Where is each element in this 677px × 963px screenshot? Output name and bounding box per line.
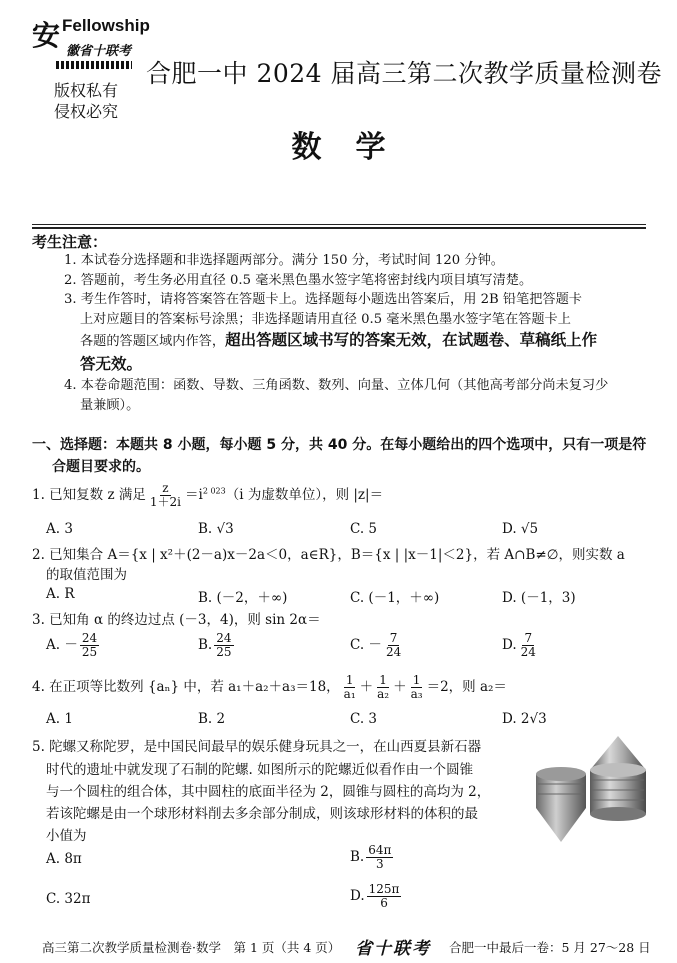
q3-option-c [350, 632, 405, 659]
question-3-stem: 3. 已知角 α 的终边过点 (－3，4)，则 sin 2α＝ [32, 612, 321, 628]
q3-c-den: 24 [385, 645, 402, 659]
notice-item-4: 4. 本卷命题范围：函数、导数、三角函数、数列、向量、立体几何（其他高考部分尚未复习少 [64, 378, 609, 393]
q3-a-label: A. － [46, 637, 78, 653]
q3-b-frac [214, 632, 233, 659]
q3-c-label: C. － [350, 637, 382, 653]
notice-item-3-cont-1: 上对应题目的答案标号涂黑；非选择题请用直径 0.5 毫米黑色墨水签字笔在答题卡上 [80, 312, 571, 327]
q5-b-den: 3 [375, 857, 384, 871]
notice-heading: 考生注意： [32, 233, 108, 251]
header-rule-top [32, 224, 646, 225]
q5-b-label: B. [350, 849, 365, 865]
q3-d-frac [519, 632, 538, 659]
header-rule-bottom [32, 227, 646, 229]
spinning-top-upright [590, 736, 646, 821]
q4-f3-den: a₃ [410, 687, 423, 701]
q1-option-d: D. √5 [502, 521, 539, 537]
question-5-stem-5: 小值为 [46, 828, 87, 844]
q5-d-num: 125π [368, 882, 400, 896]
q4-f2-den: a₂ [377, 687, 390, 701]
q1-text-post: （i 为虚数单位），则 |z|＝ [225, 487, 384, 503]
q3-a-den: 25 [81, 645, 98, 659]
exam-title: 合肥一中 2024 届高三第二次教学质量检测卷 [146, 59, 663, 88]
rights-line-2: 侵权必究 [54, 102, 119, 121]
question-5-stem: 5. 陀螺又称陀罗，是中国民间最早的娱乐健身玩具之一，在山西夏县新石器 [32, 739, 482, 755]
q4-text-post: ＝2，则 a₂＝ [426, 679, 507, 695]
q2-option-c: C. (－1，＋∞) [350, 590, 440, 606]
notice-item-3-emphasis-end: 答无效。 [80, 355, 143, 373]
q3-b-num: 24 [216, 631, 232, 645]
q5-option-b [350, 844, 395, 871]
q4-option-b: B. 2 [198, 711, 226, 727]
q4-f1-den: a₁ [343, 687, 356, 701]
q2-option-d: D. (－1，3) [502, 590, 576, 606]
q2-option-b: B. (－2，＋∞) [198, 590, 288, 606]
q1-exponent: 2 023 [202, 486, 226, 496]
q3-b-label: B. [198, 637, 213, 653]
q3-d-den: 24 [520, 645, 536, 659]
q4-option-a: A. 1 [46, 711, 73, 727]
q4-text-pre: 4. 在正项等比数列 {aₙ} 中，若 a₁＋a₂＋a₃＝18， [32, 679, 340, 695]
q4-f1-num: 1 [345, 673, 354, 687]
notice-item-2: 2. 答题前，考生务必用直径 0.5 毫米黑色墨水签字笔将密封线内项目填写清楚。 [64, 273, 533, 288]
q3-c-frac [384, 632, 403, 659]
footer-logo: 省十联考 [355, 939, 431, 959]
notice-item-3-emphasis: 超出答题区域书写的答案无效，在试题卷、草稿纸上作 [225, 331, 598, 349]
q5-option-a: A. 8π [46, 851, 82, 867]
q3-a-num: 24 [81, 631, 98, 645]
q3-d-label: D. [502, 637, 517, 653]
logo-lianmeng: 徽省十联考 [66, 44, 132, 59]
question-4-stem: 4. 在正项等比数列 {aₙ} 中，若 a₁＋a₂＋a₃＝18， $\frac{1}{\text{a₁}}$ ＋ $\frac{1}{\text{a₂}}$ ＋ $\frac{1}{\text{a₃}}$ ＝2，则 a₂＝ [32, 673, 507, 701]
question-2-stem-cont: 的取值范围为 [46, 567, 127, 583]
section-1-heading: 一、选择题：本题共 8 小题，每小题 5 分，共 40 分。在每小题给出的四个选项中，只有一项是符 [32, 437, 647, 453]
q3-b-den: 25 [216, 645, 232, 659]
question-2-stem: 2. 已知集合 A＝{x | x²＋(2－a)x－2a＜0，a∈R}，B＝{x | |x－1|＜2}，若 A∩B≠∅，则实数 a [32, 547, 625, 563]
q5-option-c: C. 32π [46, 891, 91, 907]
logo-barcode-strip [56, 61, 132, 69]
spinning-top-photo [530, 730, 648, 848]
q4-frac-3 [409, 674, 425, 701]
q3-option-b [198, 632, 236, 659]
q1-text-eq: ＝i [184, 487, 203, 503]
q5-b-frac [366, 844, 393, 871]
rights-line-1: 版权私有 [54, 81, 119, 100]
notice-item-3-cont-2 [80, 331, 597, 351]
q5-b-num: 64π [368, 843, 392, 857]
q3-option-d [502, 632, 540, 659]
q5-d-label: D. [350, 888, 365, 904]
q3-a-frac [80, 632, 99, 659]
question-5-stem-3: 与一个圆柱的组合体，其中圆柱的底面半径为 2，圆锥与圆柱的高均为 2， [46, 784, 491, 800]
notice-item-1: 1. 本试卷分选择题和非选择题两部分。满分 150 分，考试时间 120 分钟。 [64, 253, 504, 268]
q4-option-d: D. 2√3 [502, 711, 547, 727]
logo-fellowship: Fellowship [62, 16, 150, 35]
q5-d-den: 6 [380, 896, 388, 910]
q1-option-b: B. √3 [198, 521, 234, 537]
logo-an-glyph: 安 [32, 19, 61, 52]
q5-option-d [350, 883, 403, 910]
q4-f3-num: 1 [412, 673, 421, 687]
q1-frac-den: 1＋2i [149, 495, 181, 509]
q2-option-a: A. R [46, 586, 75, 602]
q3-c-num: 7 [389, 631, 398, 645]
question-5-stem-4: 若该陀螺是由一个球形材料削去多余部分制成，则该球形材料的体积的最 [46, 806, 478, 822]
q1-option-c: C. 5 [350, 521, 378, 537]
q5-d-frac [367, 883, 402, 910]
q4-f2-num: 1 [379, 673, 387, 687]
q4-frac-2 [375, 674, 391, 701]
subject-title: 数学 [291, 130, 420, 165]
q1-fraction [148, 482, 183, 509]
notice-item-3: 3. 考生作答时，请将答案答在答题卡上。选择题每小题选出答案后，用 2B 铅笔把答题卡 [64, 292, 582, 307]
q3-d-num: 7 [524, 631, 533, 645]
footer-page-info: 高三第二次教学质量检测卷·数学 第 1 页（共 4 页） [42, 940, 341, 955]
q1-frac-num: z [162, 481, 169, 495]
footer-exam-date: 合肥一中最后一卷：5 月 27～28 日 [449, 940, 651, 955]
q4-option-c: C. 3 [350, 711, 378, 727]
question-5-stem-2: 时代的遗址中就发现了石制的陀螺. 如图所示的陀螺近似看作由一个圆锥 [46, 762, 474, 778]
spinning-top-inverted [536, 767, 586, 842]
notice-item-3-plain: 各题的答题区域内作答， [80, 334, 226, 349]
section-1-heading-cont: 合题目要求的。 [52, 459, 150, 475]
q4-frac-1 [342, 674, 358, 701]
q1-text-pre: 1. 已知复数 z 满足 [32, 487, 146, 503]
question-1-stem [32, 482, 383, 509]
q1-option-a: A. 3 [46, 521, 73, 537]
notice-item-4-cont: 量兼顾）。 [80, 398, 140, 413]
q3-option-a [46, 632, 101, 659]
